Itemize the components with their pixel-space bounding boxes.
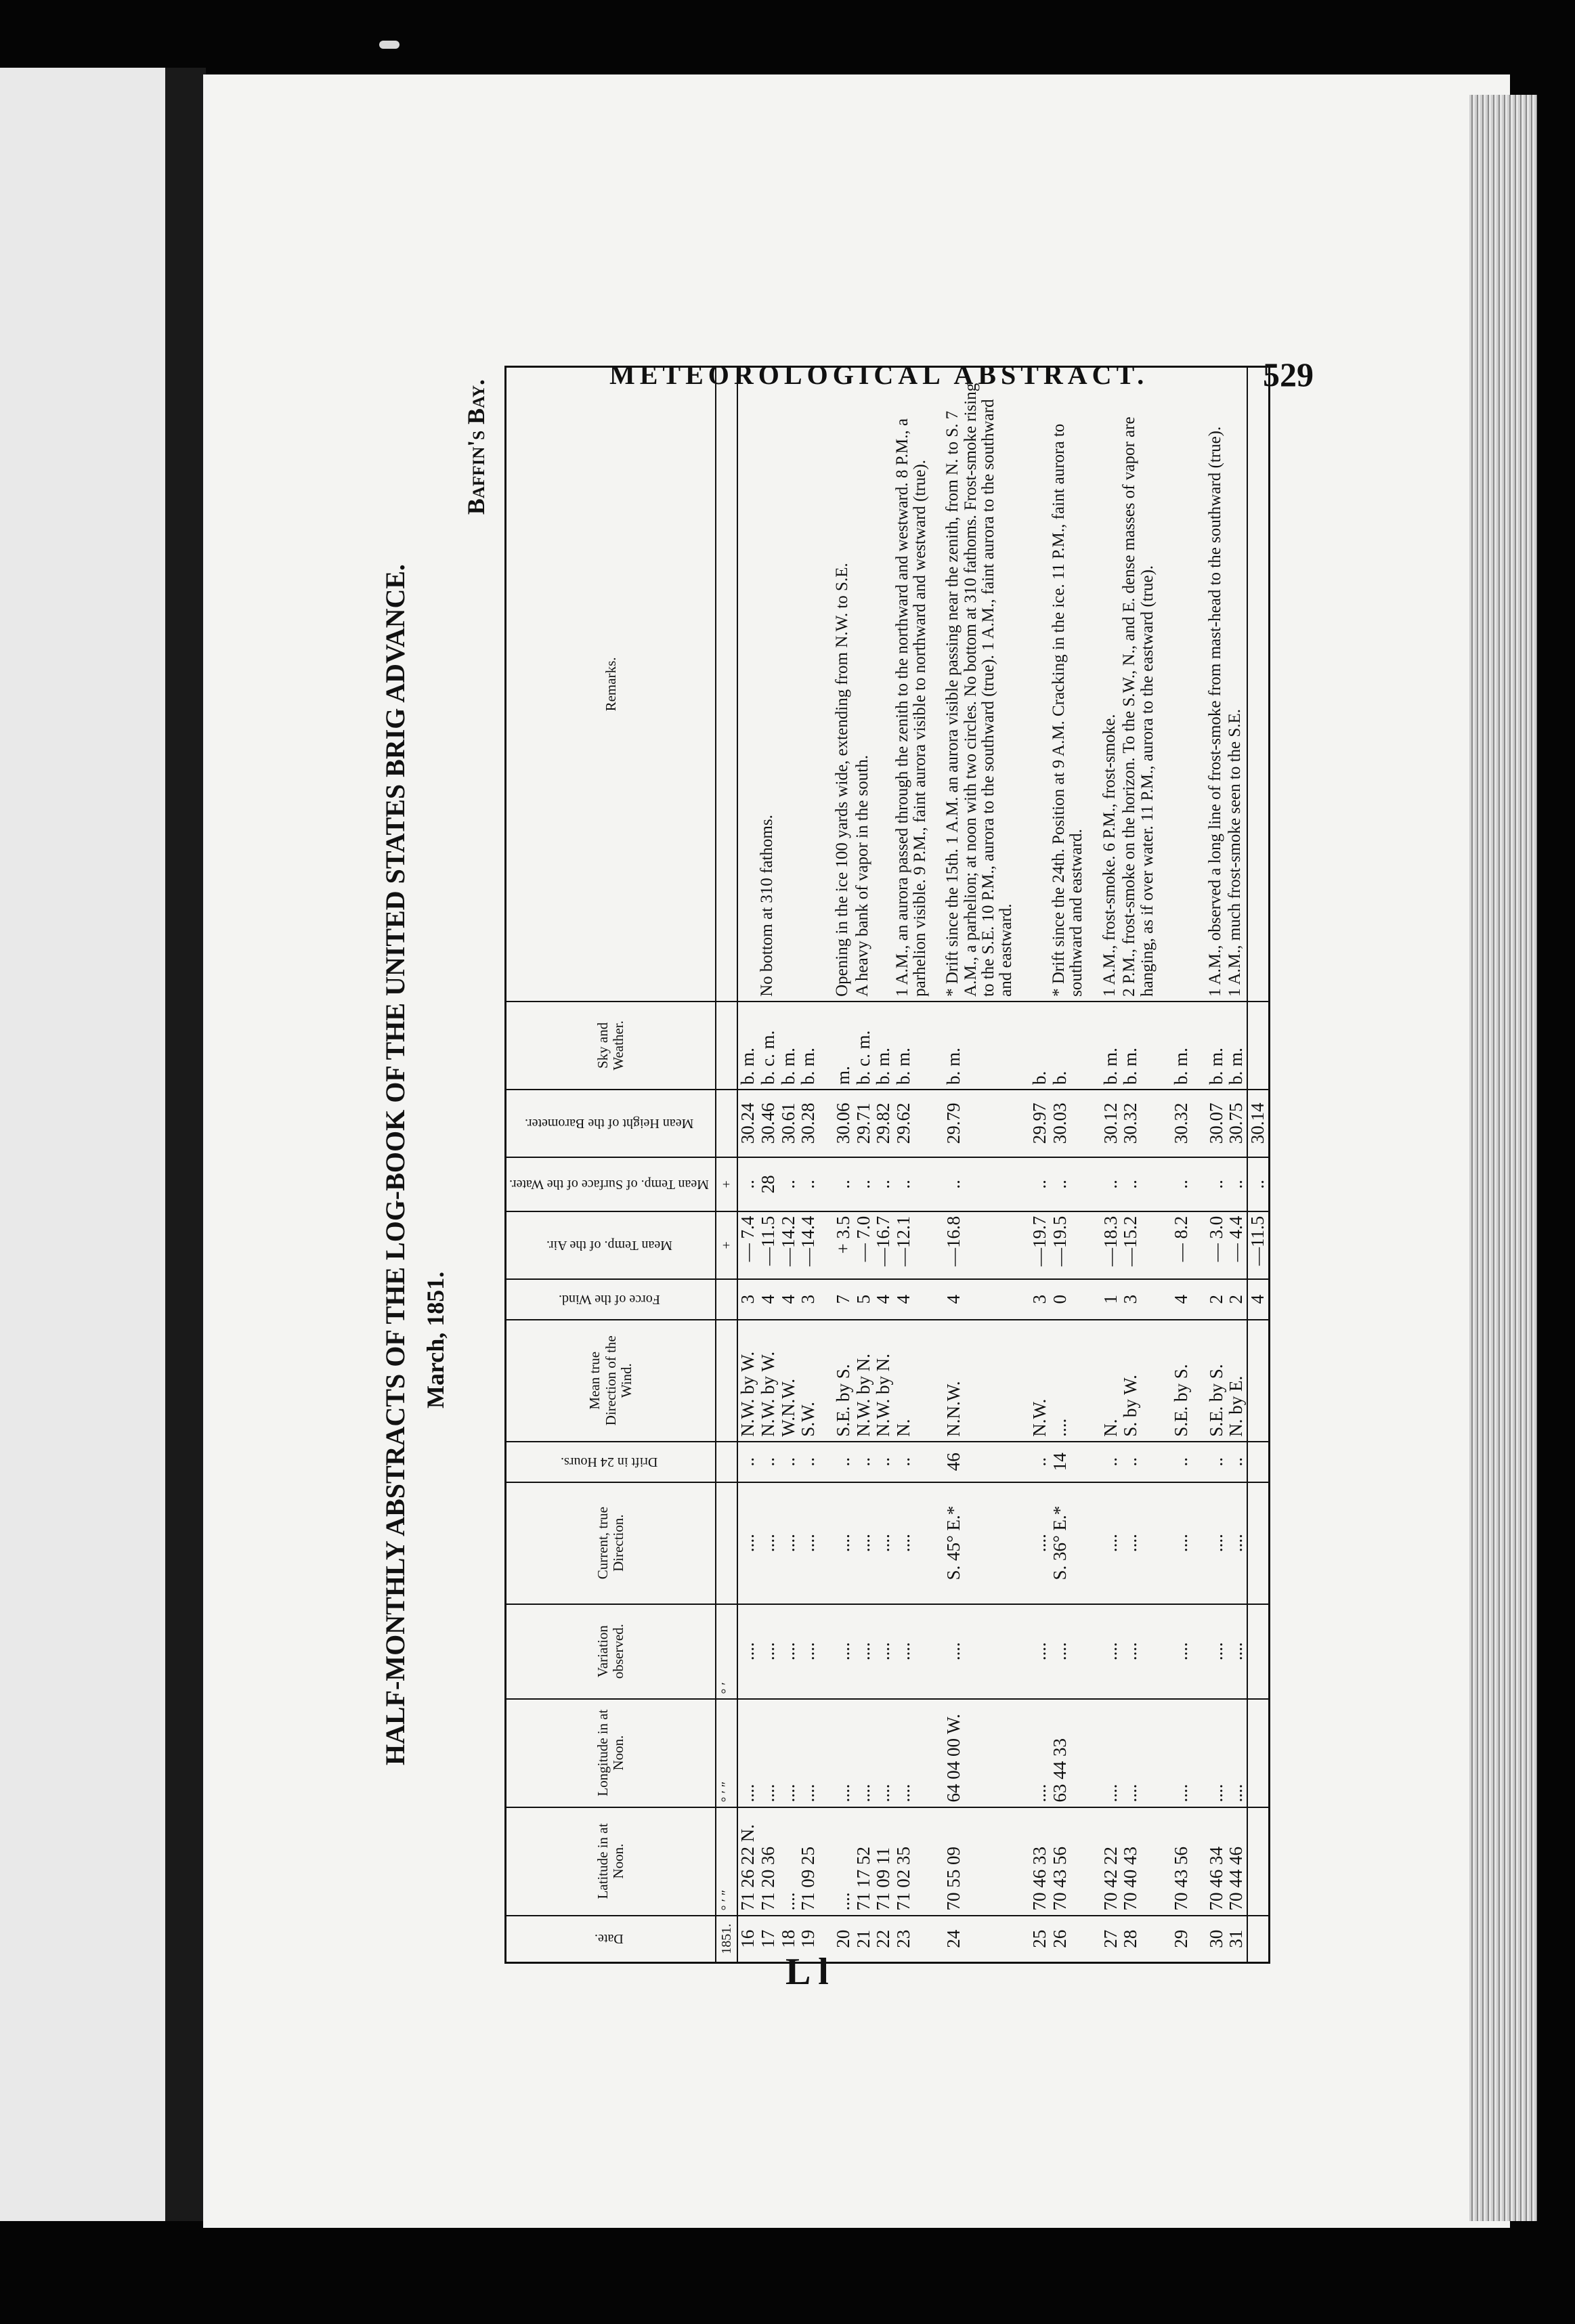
row-barometer: 30.32	[1171, 1090, 1192, 1157]
row-wind-force: 4	[873, 1279, 894, 1320]
row-drift: ..	[779, 1442, 799, 1482]
row-remark	[1171, 367, 1192, 1002]
col-header-sky: Sky and Weather.	[506, 1002, 716, 1090]
row-temp-water: ..	[854, 1157, 874, 1211]
page-edges	[1469, 95, 1537, 2221]
row-drift: ..	[1226, 1442, 1247, 1482]
row-wind-direction: N.	[1101, 1320, 1121, 1442]
unit-date: 1851.	[716, 1916, 737, 1963]
row-drift: ..	[1171, 1442, 1192, 1482]
table-location: Baffin's Bay.	[462, 379, 490, 515]
row-current: ....	[737, 1482, 758, 1604]
rotated-table-region	[379, 366, 1287, 1964]
row-wind-force: 3	[1030, 1279, 1050, 1320]
row-wind-force: 4	[894, 1279, 930, 1320]
row-temp-air: — 8.2	[1171, 1211, 1192, 1279]
row-temp-water: ..	[1171, 1157, 1192, 1211]
row-sky: b. m.	[798, 1002, 819, 1090]
row-temp-air: —14.2	[779, 1211, 799, 1279]
totals-row	[1247, 367, 1269, 1963]
total-force: 4	[1247, 1279, 1269, 1320]
row-latitude: 70 46 33	[1030, 1807, 1050, 1916]
row-wind-direction: N.W. by N.	[854, 1320, 874, 1442]
row-current: ....	[779, 1482, 799, 1604]
running-head: METEOROLOGICAL ABSTRACT.	[609, 360, 1149, 390]
row-longitude: ....	[1171, 1699, 1192, 1807]
row-temp-water: ..	[834, 1157, 854, 1211]
row-temp-air: —16.7	[873, 1211, 894, 1279]
row-latitude: 71 20 36	[758, 1807, 779, 1916]
row-date: 27	[1101, 1916, 1121, 1963]
table-row	[737, 367, 758, 1963]
row-temp-water: 28	[758, 1157, 779, 1211]
row-current: S. 36° E.*	[1050, 1482, 1086, 1604]
table-row	[758, 367, 779, 1963]
row-drift: ..	[894, 1442, 930, 1482]
row-barometer: 29.62	[894, 1090, 930, 1157]
row-remark	[1030, 367, 1050, 1002]
row-barometer: 30.24	[737, 1090, 758, 1157]
row-temp-air: —15.2	[1121, 1211, 1157, 1279]
col-header-barometer: Mean Height of the Barometer.	[506, 1090, 716, 1157]
row-temp-water: ..	[1101, 1157, 1121, 1211]
row-temp-water: ..	[873, 1157, 894, 1211]
row-longitude: ....	[1226, 1699, 1247, 1807]
table-row	[873, 367, 894, 1963]
row-spacer	[819, 367, 834, 1963]
row-latitude: 70 43 56	[1050, 1807, 1086, 1916]
row-drift: ..	[737, 1442, 758, 1482]
row-wind-force: 4	[1171, 1279, 1192, 1320]
row-sky: b. m.	[1121, 1002, 1157, 1090]
row-wind-force: 1	[1101, 1279, 1121, 1320]
row-barometer: 29.71	[854, 1090, 874, 1157]
row-wind-force: 3	[1121, 1279, 1157, 1320]
unit-longitude: ° ′ ″	[716, 1699, 737, 1807]
table-row	[798, 367, 819, 1963]
row-date: 22	[873, 1916, 894, 1963]
row-longitude: ....	[1121, 1699, 1157, 1807]
row-temp-air: — 4.4	[1226, 1211, 1247, 1279]
row-wind-force: 2	[1207, 1279, 1227, 1320]
row-spacer	[929, 367, 944, 1963]
row-variation: ....	[873, 1604, 894, 1699]
table-row	[834, 367, 854, 1963]
row-current: ....	[873, 1482, 894, 1604]
row-remark: 2 P.M., frost-smoke on the horizon. To the S.W., N., and E. dense masses of vapor are hanging, as if over water. 11 P.M., aurora to the eastward (true).	[1121, 367, 1157, 1002]
row-longitude: ....	[758, 1699, 779, 1807]
row-current: ....	[1121, 1482, 1157, 1604]
row-barometer: 30.46	[758, 1090, 779, 1157]
row-sky: b.	[1050, 1002, 1086, 1090]
row-variation: ....	[737, 1604, 758, 1699]
row-temp-air: —14.4	[798, 1211, 819, 1279]
row-latitude: 71 02 35	[894, 1807, 930, 1916]
row-drift: ..	[854, 1442, 874, 1482]
row-variation: ....	[1171, 1604, 1192, 1699]
row-barometer: 29.79	[944, 1090, 1015, 1157]
table-row	[1050, 367, 1086, 1963]
row-wind-direction: S.E. by S.	[834, 1320, 854, 1442]
row-current: ....	[1171, 1482, 1192, 1604]
row-variation: ....	[894, 1604, 930, 1699]
row-latitude: 71 09 25	[798, 1807, 819, 1916]
unit-wind	[716, 1320, 737, 1442]
row-barometer: 29.82	[873, 1090, 894, 1157]
row-barometer: 30.06	[834, 1090, 854, 1157]
row-temp-water: ..	[798, 1157, 819, 1211]
row-current: ....	[1030, 1482, 1050, 1604]
row-variation: ....	[1121, 1604, 1157, 1699]
row-longitude: 63 44 33	[1050, 1699, 1086, 1807]
row-remark: 1 A.M., an aurora passed through the zenith to the northward and westward. 8 P.M., a parhelion visible. 9 P.M., faint aurora visible to northward and westward (true).	[894, 367, 930, 1002]
row-latitude: ....	[834, 1807, 854, 1916]
row-drift: 46	[944, 1442, 1015, 1482]
row-date: 31	[1226, 1916, 1247, 1963]
row-longitude: ....	[854, 1699, 874, 1807]
row-date: 25	[1030, 1916, 1050, 1963]
row-remark: 1 A.M., much frost-smoke seen to the S.E.	[1226, 367, 1247, 1002]
row-latitude: ....	[779, 1807, 799, 1916]
row-current: S. 45° E.*	[944, 1482, 1015, 1604]
row-barometer: 30.07	[1207, 1090, 1227, 1157]
row-barometer: 30.32	[1121, 1090, 1157, 1157]
unit-drift	[716, 1442, 737, 1482]
row-longitude: ....	[1030, 1699, 1050, 1807]
row-longitude: ....	[873, 1699, 894, 1807]
table-body	[716, 367, 1247, 1963]
row-current: ....	[1101, 1482, 1121, 1604]
row-wind-direction: N.W. by N.	[873, 1320, 894, 1442]
row-wind-force: 7	[834, 1279, 854, 1320]
col-header-temp-water: Mean Temp. of Surface of the Water.	[506, 1157, 716, 1211]
table-row	[1121, 367, 1157, 1963]
row-remark: * Drift since the 24th. Position at 9 A.M. Cracking in the ice. 11 P.M., faint aurora to southward and eastward.	[1050, 367, 1086, 1002]
row-drift: ..	[1030, 1442, 1050, 1482]
row-remark	[737, 367, 758, 1002]
row-latitude: 70 55 09	[944, 1807, 1015, 1916]
row-date: 21	[854, 1916, 874, 1963]
row-sky: b. c. m.	[854, 1002, 874, 1090]
table-subtitle: March, 1851.	[422, 1271, 449, 1408]
row-latitude: 70 46 34	[1207, 1807, 1227, 1916]
table-row	[1101, 367, 1121, 1963]
row-temp-water: ..	[1050, 1157, 1086, 1211]
row-temp-air: —19.7	[1030, 1211, 1050, 1279]
col-header-wind-force: Force of the Wind.	[506, 1279, 716, 1320]
row-wind-direction: S.E. by S.	[1171, 1320, 1192, 1442]
row-variation: ....	[1207, 1604, 1227, 1699]
unit-latitude: ° ′ ″	[716, 1807, 737, 1916]
row-temp-air: — 7.4	[737, 1211, 758, 1279]
row-latitude: 70 43 56	[1171, 1807, 1192, 1916]
row-sky: b. m.	[1207, 1002, 1227, 1090]
row-longitude: ....	[1101, 1699, 1121, 1807]
col-header-current: Current, true Direction.	[506, 1482, 716, 1604]
row-spacer	[1015, 367, 1030, 1963]
log-table	[504, 366, 1270, 1964]
row-drift: ..	[1101, 1442, 1121, 1482]
total-temp-air: —11.5	[1247, 1211, 1269, 1279]
row-variation: ....	[1050, 1604, 1086, 1699]
row-spacer	[1192, 367, 1207, 1963]
row-variation: ....	[758, 1604, 779, 1699]
row-variation: ....	[944, 1604, 1015, 1699]
row-wind-direction: N.W. by W.	[737, 1320, 758, 1442]
unit-remarks	[716, 367, 737, 1002]
scan-mark	[379, 41, 400, 49]
row-current: ....	[1226, 1482, 1247, 1604]
unit-barometer	[716, 1090, 737, 1157]
row-wind-force: 3	[737, 1279, 758, 1320]
row-wind-direction: ....	[1050, 1320, 1086, 1442]
row-remark	[779, 367, 799, 1002]
row-temp-water: ..	[1226, 1157, 1247, 1211]
row-sky: b. m.	[1101, 1002, 1121, 1090]
unit-variation: ° ′	[716, 1604, 737, 1699]
row-date: 30	[1207, 1916, 1227, 1963]
row-date: 28	[1121, 1916, 1157, 1963]
row-temp-water: ..	[944, 1157, 1015, 1211]
row-wind-force: 4	[944, 1279, 1015, 1320]
row-temp-air: + 3.5	[834, 1211, 854, 1279]
row-temp-air: —11.5	[758, 1211, 779, 1279]
table-row	[1226, 367, 1247, 1963]
col-header-longitude: Longitude in at Noon.	[506, 1699, 716, 1807]
row-current: ....	[854, 1482, 874, 1604]
row-barometer: 29.97	[1030, 1090, 1050, 1157]
row-barometer: 30.61	[779, 1090, 799, 1157]
row-date: 17	[758, 1916, 779, 1963]
units-row	[716, 367, 737, 1963]
row-drift: ..	[758, 1442, 779, 1482]
row-sky: m.	[834, 1002, 854, 1090]
row-remark: No bottom at 310 fathoms.	[758, 367, 779, 1002]
row-sky: b. m.	[944, 1002, 1015, 1090]
table-row	[854, 367, 874, 1963]
unit-current	[716, 1482, 737, 1604]
row-temp-water: ..	[894, 1157, 930, 1211]
row-date: 29	[1171, 1916, 1192, 1963]
row-longitude: ....	[798, 1699, 819, 1807]
row-latitude: 71 17 52	[854, 1807, 874, 1916]
row-date: 18	[779, 1916, 799, 1963]
table-row	[894, 367, 930, 1963]
row-latitude: 70 44 46	[1226, 1807, 1247, 1916]
row-temp-air: — 7.0	[854, 1211, 874, 1279]
row-temp-water: ..	[1207, 1157, 1227, 1211]
row-date: 26	[1050, 1916, 1086, 1963]
row-sky: b. m.	[1226, 1002, 1247, 1090]
row-latitude: 71 09 11	[873, 1807, 894, 1916]
col-header-variation: Variation observed.	[506, 1604, 716, 1699]
row-variation: ....	[854, 1604, 874, 1699]
row-drift: ..	[798, 1442, 819, 1482]
row-current: ....	[798, 1482, 819, 1604]
row-remark: * Drift since the 15th. 1 A.M. an aurora visible passing near the zenith, from N. to S. 7 A.M., a parhelion; at noon with two circles. No bottom at 310 fathoms. Frost-smoke rising to the S.E. 10 P.M., aurora to the southward (true). 1 A.M., faint aurora to the southward and eastward.	[944, 367, 1015, 1002]
row-remark	[873, 367, 894, 1002]
col-header-wind-direction: Mean true Direction of the Wind.	[506, 1320, 716, 1442]
unit-sky	[716, 1002, 737, 1090]
row-date: 19	[798, 1916, 819, 1963]
row-current: ....	[894, 1482, 930, 1604]
row-wind-force: 2	[1226, 1279, 1247, 1320]
row-remark: A heavy bank of vapor in the south.	[854, 367, 874, 1002]
row-variation: ....	[834, 1604, 854, 1699]
row-longitude: ....	[737, 1699, 758, 1807]
row-wind-direction: S.E. by S.	[1207, 1320, 1227, 1442]
row-remark: 1 A.M., frost-smoke. 6 P.M., frost-smoke.	[1101, 367, 1121, 1002]
row-variation: ....	[1226, 1604, 1247, 1699]
row-barometer: 30.12	[1101, 1090, 1121, 1157]
row-sky: b. m.	[779, 1002, 799, 1090]
row-temp-air: —16.8	[944, 1211, 1015, 1279]
row-latitude: 70 42 22	[1101, 1807, 1121, 1916]
row-sky: b. m.	[1171, 1002, 1192, 1090]
signature-mark: L l	[785, 1951, 829, 1993]
row-drift: ..	[873, 1442, 894, 1482]
row-remark	[798, 367, 819, 1002]
row-temp-air: —19.5	[1050, 1211, 1086, 1279]
row-barometer: 30.75	[1226, 1090, 1247, 1157]
row-spacer	[1086, 367, 1101, 1963]
row-current: ....	[1207, 1482, 1227, 1604]
row-barometer: 30.28	[798, 1090, 819, 1157]
row-temp-air: —12.1	[894, 1211, 930, 1279]
row-remark: 1 A.M., observed a long line of frost-smoke from mast-head to the southward (true).	[1207, 367, 1227, 1002]
row-wind-direction: N.W. by W.	[758, 1320, 779, 1442]
row-wind-direction: N.N.W.	[944, 1320, 1015, 1442]
row-longitude: ....	[834, 1699, 854, 1807]
row-barometer: 30.03	[1050, 1090, 1086, 1157]
row-variation: ....	[798, 1604, 819, 1699]
row-variation: ....	[1030, 1604, 1050, 1699]
row-spacer	[1157, 367, 1171, 1963]
row-variation: ....	[1101, 1604, 1121, 1699]
col-header-remarks: Remarks.	[506, 367, 716, 1002]
row-wind-direction: N. by E.	[1226, 1320, 1247, 1442]
page-number: 529	[1263, 356, 1314, 393]
row-wind-force: 3	[798, 1279, 819, 1320]
unit-temp-air: +	[716, 1211, 737, 1279]
row-wind-direction: S.W.	[798, 1320, 819, 1442]
row-drift: 14	[1050, 1442, 1086, 1482]
row-date: 23	[894, 1916, 930, 1963]
row-wind-force: 4	[758, 1279, 779, 1320]
row-wind-direction: N.	[894, 1320, 930, 1442]
unit-temp-water: +	[716, 1157, 737, 1211]
col-header-latitude: Latitude in at Noon.	[506, 1807, 716, 1916]
row-date: 20	[834, 1916, 854, 1963]
table-row	[1171, 367, 1192, 1963]
table-row	[1030, 367, 1050, 1963]
col-header-temp-air: Mean Temp. of the Air.	[506, 1211, 716, 1279]
row-date: 16	[737, 1916, 758, 1963]
row-date: 24	[944, 1916, 1015, 1963]
row-wind-force: 0	[1050, 1279, 1086, 1320]
row-sky: b. m.	[873, 1002, 894, 1090]
row-latitude: 71 26 22 N.	[737, 1807, 758, 1916]
row-wind-direction: S. by W.	[1121, 1320, 1157, 1442]
row-wind-direction: N.W.	[1030, 1320, 1050, 1442]
row-longitude: ....	[1207, 1699, 1227, 1807]
row-drift: ..	[1121, 1442, 1157, 1482]
table-row	[779, 367, 799, 1963]
row-drift: ..	[1207, 1442, 1227, 1482]
row-wind-force: 4	[779, 1279, 799, 1320]
col-header-date: Date.	[506, 1916, 716, 1963]
book-spine	[165, 68, 206, 2221]
row-sky: b.	[1030, 1002, 1050, 1090]
table-title: HALF-MONTHLY ABSTRACTS OF THE LOG-BOOK OF THE UNITED STATES BRIG ADVANCE.	[380, 563, 410, 1766]
row-longitude: ....	[894, 1699, 930, 1807]
row-longitude: ....	[779, 1699, 799, 1807]
table-row	[944, 367, 1015, 1963]
row-temp-water: ..	[1030, 1157, 1050, 1211]
total-temp-water: ..	[1247, 1157, 1269, 1211]
col-header-drift: Drift in 24 Hours.	[506, 1442, 716, 1482]
total-barometer: 30.14	[1247, 1090, 1269, 1157]
row-latitude: 70 40 43	[1121, 1807, 1157, 1916]
row-temp-water: ..	[737, 1157, 758, 1211]
row-temp-water: ..	[1121, 1157, 1157, 1211]
row-sky: b. m.	[737, 1002, 758, 1090]
row-drift: ..	[834, 1442, 854, 1482]
row-current: ....	[834, 1482, 854, 1604]
row-current: ....	[758, 1482, 779, 1604]
row-remark: Opening in the ice 100 yards wide, extending from N.W. to S.E.	[834, 367, 854, 1002]
row-wind-force: 5	[854, 1279, 874, 1320]
table-row	[1207, 367, 1227, 1963]
row-sky: b. c. m.	[758, 1002, 779, 1090]
row-variation: ....	[779, 1604, 799, 1699]
row-longitude: 64 04 00 W.	[944, 1699, 1015, 1807]
row-wind-direction: W.N.W.	[779, 1320, 799, 1442]
unit-force	[716, 1279, 737, 1320]
row-temp-air: —18.3	[1101, 1211, 1121, 1279]
row-sky: b. m.	[894, 1002, 930, 1090]
header-row	[506, 367, 716, 1963]
row-temp-air: — 3.0	[1207, 1211, 1227, 1279]
row-temp-water: ..	[779, 1157, 799, 1211]
